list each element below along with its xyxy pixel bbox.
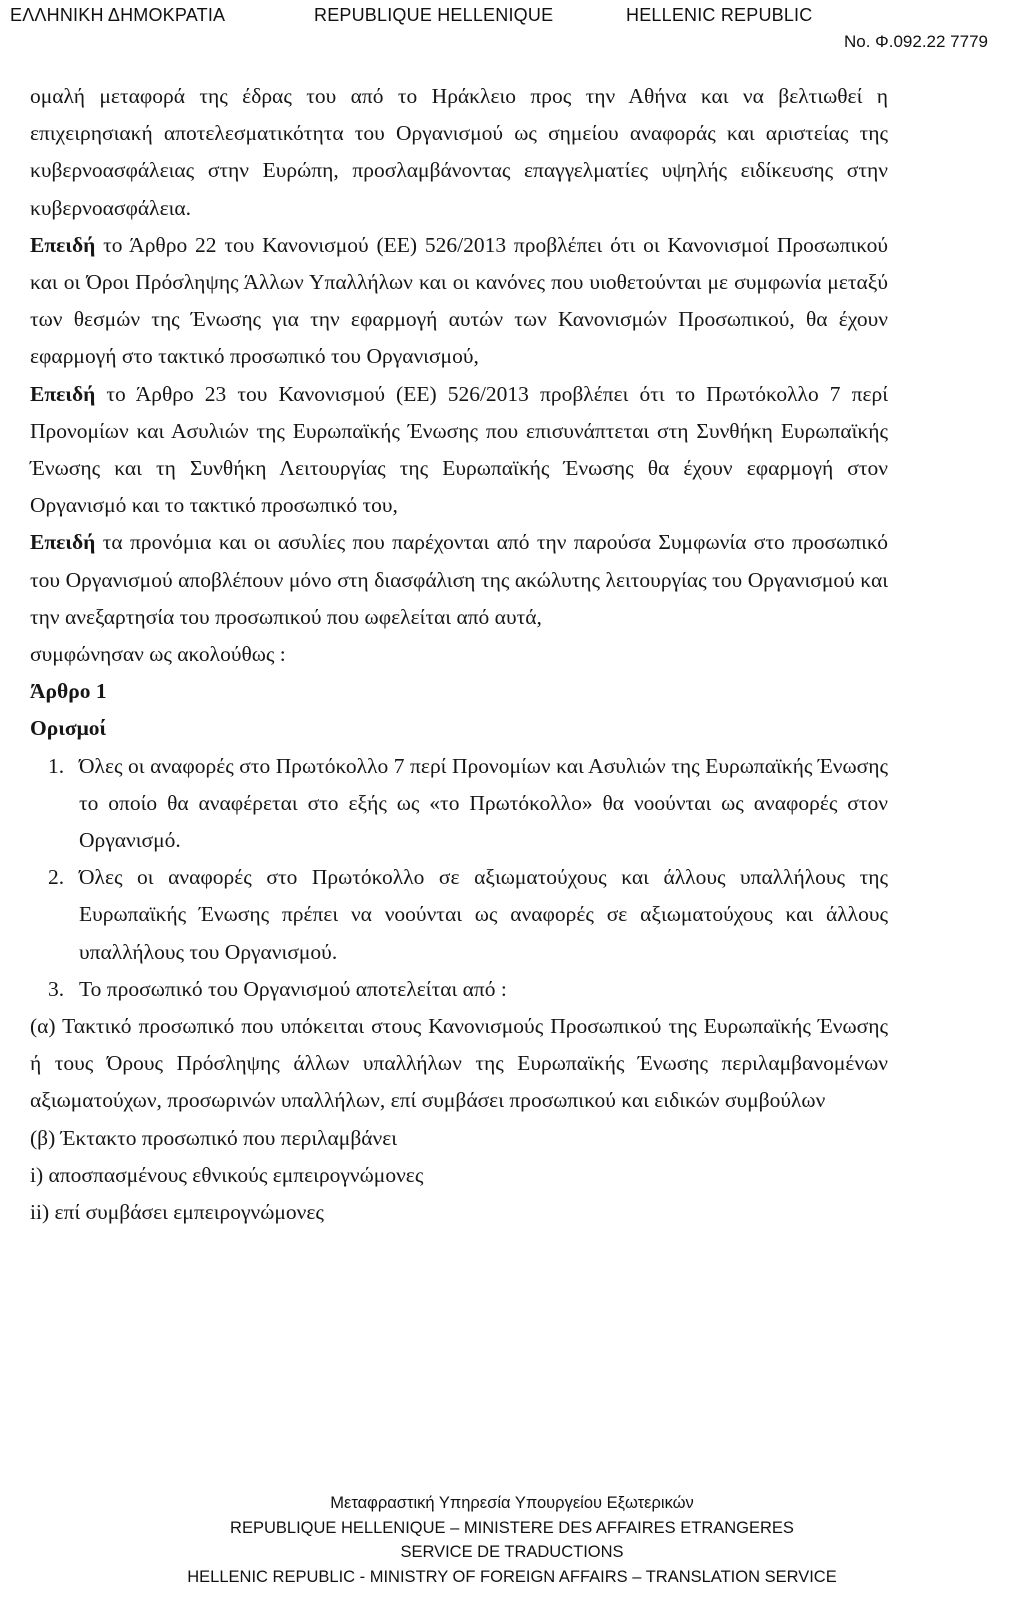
definition-item — [30, 859, 888, 971]
document-body — [30, 78, 888, 1231]
translation-stamp — [0, 1491, 1024, 1590]
whereas-text: τα προνόμια και οι ασυλίες που παρέχονται από την παρούσα Συμφωνία στο προσωπικό του Οργανισμού αποβλέπουν μόνο στη διασφάλιση της ακώλυτης λειτουργίας του Οργανισμού και την ανεξαρτησία του προσωπικού που ωφελείται από αυτά, — [30, 530, 888, 629]
whereas-text: το Άρθρο 22 του Κανονισμού (ΕΕ) 526/2013 προβλέπει ότι οι Κανονισμοί Προσωπικού και οι Όροι Πρόσληψης Άλλων Υπαλλήλων και οι κανόνες που υιοθετούνται με συμφωνία μεταξύ των θεσμών της Ένωσης για την εφαρμογή αυτών των Κανονισμών Προσωπικού, θα έχουν εφαρμογή στο τακτικό προσωπικό του Οργανισμού, — [30, 232, 888, 369]
sub-item-a: (α) Τακτικό προσωπικό που υπόκειται στους Κανονισμούς Προσωπικού της Ευρωπαϊκής Ένωσης ή τους Όρους Πρόσληψης άλλων υπαλλήλων της Ευρωπαϊκής Ένωσης περιλαμβανομένων αξιωματούχων, προσωρινών υπαλλήλων, επί συμβάσει προσωπικού και ειδικών συμβούλων — [30, 1014, 888, 1113]
whereas-paragraph-3 — [30, 524, 888, 636]
article-subtitle: Ορισμοί — [30, 716, 107, 741]
whereas-lead: Επειδή — [30, 381, 96, 406]
intro-paragraph: ομαλή μεταφορά της έδρας του από το Ηράκλειο προς την Αθήνα και να βελτιωθεί η επιχειρησιακή αποτελεσματικότητα του Οργανισμού ως σημείου αναφοράς και αριστείας της κυβερνοασφάλειας στην Ευρώπη, προσλαμβάνοντας επαγγελματίες υψηλής ειδίκευσης στην κυβερνοασφάλεια. — [30, 84, 888, 220]
sub-item-b: (β) Έκτακτο προσωπικό που περιλαμβάνει — [30, 1125, 398, 1150]
agreed-statement: συμφώνησαν ως ακολούθως : — [30, 642, 286, 667]
header-english: HELLENIC REPUBLIC — [626, 5, 813, 25]
article-title: Άρθρο 1 — [30, 679, 107, 704]
stamp-line-greek: Μεταφραστική Υπηρεσία Υπουργείου Εξωτερικών — [330, 1494, 694, 1512]
whereas-lead: Επειδή — [30, 530, 96, 555]
stamp-line-french: REPUBLIQUE HELLENIQUE – MINISTERE DES AFFAIRES ETRANGERES — [230, 1518, 794, 1537]
item-text: Όλες οι αναφορές στο Πρωτόκολλο σε αξιωματούχους και άλλους υπαλλήλους της Ευρωπαϊκής Ένωσης πρέπει να νοούνται ως αναφορές σε αξιωματούχους και άλλους υπαλλήλους του Οργανισμού. — [79, 865, 888, 964]
definition-item — [30, 971, 888, 1008]
sub-item-i: i) αποσπασμένους εθνικούς εμπειρογνώμονες — [30, 1162, 424, 1187]
whereas-paragraph-1 — [30, 227, 888, 376]
whereas-text: το Άρθρο 23 του Κανονισμού (ΕΕ) 526/2013 προβλέπει ότι το Πρωτόκολλο 7 περί Προνομίων και Ασυλιών της Ευρωπαϊκής Ένωσης που επισυνάπτεται στη Συνθήκη Ευρωπαϊκής Ένωσης και τη Συνθήκη Λειτουργίας της Ευρωπαϊκής Ένωσης θα έχουν εφαρμογή στον Οργανισμό και το τακτικό προσωπικό του, — [30, 381, 888, 518]
stamp-line-service: SERVICE DE TRADUCTIONS — [400, 1543, 624, 1562]
header-french: REPUBLIQUE HELLENIQUE — [314, 5, 554, 25]
item-text: Όλες οι αναφορές στο Πρωτόκολλο 7 περί Προνομίων και Ασυλιών της Ευρωπαϊκής Ένωσης το οποίο θα αναφέρεται στο εξής ως «το Πρωτόκολλο» θα νοούνται ως αναφορές στον Οργανισμό. — [79, 753, 888, 853]
item-number: 2. — [48, 865, 65, 890]
item-text: Το προσωπικό του Οργανισμού αποτελείται από : — [79, 976, 507, 1001]
whereas-lead: Επειδή — [30, 232, 96, 257]
stamp-line-english: HELLENIC REPUBLIC - MINISTRY OF FOREIGN AFFAIRS – TRANSLATION SERVICE — [187, 1568, 837, 1587]
header-greek: ΕΛΛΗΝΙΚΗ ΔΗΜΟΚΡΑΤΙΑ — [10, 5, 226, 25]
item-number: 1. — [48, 753, 65, 778]
sub-item-ii: ii) επί συμβάσει εμπειρογνώμονες — [30, 1200, 324, 1225]
document-number: No. Φ.092.22 7779 — [844, 32, 989, 51]
item-number: 3. — [48, 976, 65, 1001]
definition-item — [30, 748, 888, 860]
whereas-paragraph-2 — [30, 376, 888, 525]
